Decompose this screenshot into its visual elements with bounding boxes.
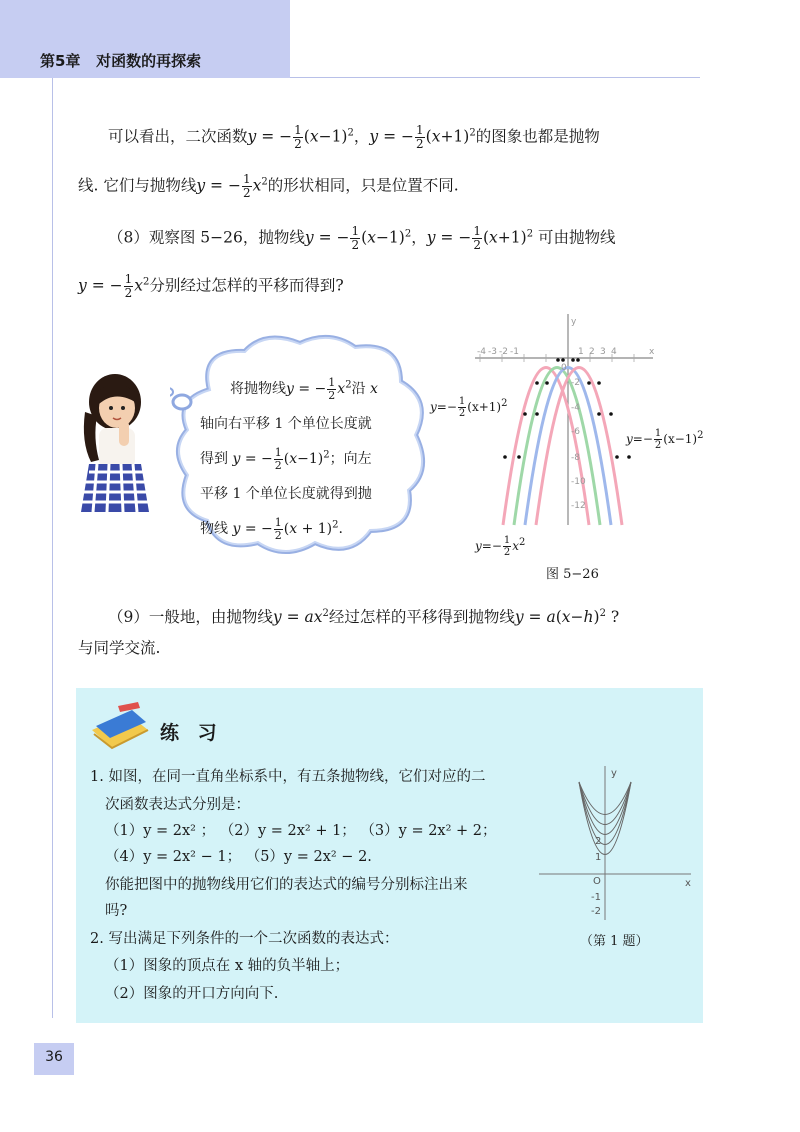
- question-9-line-2: 与同学交流.: [78, 639, 161, 657]
- exercise-2-line-2: （1）图象的顶点在 x 轴的负半轴上；: [105, 958, 350, 974]
- y-tick-label: -6: [571, 427, 580, 437]
- fraction-half: $\frac{1}{2}$: [503, 535, 511, 558]
- cloud-text: 得到: [200, 451, 228, 467]
- figure-5-26-graph: [465, 310, 665, 535]
- fraction-half: $\frac{1}{2}$: [654, 428, 662, 451]
- exercise-1-line-6: 吗?: [105, 903, 128, 919]
- exercise-1-graph: [535, 762, 695, 922]
- header-divider: [290, 77, 700, 78]
- label-y-shift-right: y=− $\frac{1}{2}$ $(x-1)^2$: [626, 428, 704, 451]
- label-expr: (x−1): [663, 432, 698, 446]
- cloud-explanation: [200, 372, 415, 547]
- page-number: 36: [45, 1049, 63, 1065]
- cloud-text: ；向左: [329, 451, 372, 467]
- cloud-text: 物线: [200, 521, 228, 537]
- pencil-notebook-icon: [88, 700, 153, 752]
- fraction-half: $\frac{1}{2}$: [274, 445, 282, 472]
- intro-line-2: 线. 它们与抛物线y = − $\frac{1}{2}$ $x^2$的形状相同，只是位置不同.: [78, 172, 459, 200]
- y-tick-label: -12: [571, 501, 586, 511]
- cloud-line-2: 轴向右平移 1 个单位长度就: [200, 416, 372, 432]
- y-axis-label: y: [571, 317, 577, 327]
- x-tick-label: 2: [589, 347, 595, 357]
- fraction-half: $\frac{1}{2}$: [242, 172, 251, 200]
- y-tick-label: -2: [571, 378, 580, 388]
- cloud-text: 将抛物线: [230, 381, 286, 397]
- intro-text: 的图象也都是抛物: [475, 127, 600, 146]
- intro-text: 线. 它们与抛物线: [78, 176, 197, 195]
- question-text: ?: [610, 608, 620, 626]
- fraction-half: $\frac{1}{2}$: [328, 375, 336, 402]
- y-axis-label: y: [611, 768, 617, 779]
- exercise-1-line-1: 1. 如图，在同一直角坐标系中，有五条抛物线，它们对应的二: [90, 769, 486, 785]
- origin-label: O: [593, 876, 601, 887]
- y-tick-label: -10: [571, 477, 586, 487]
- x-tick-label: -3: [488, 347, 497, 357]
- question-9-line-1: （9）一般地，由抛物线$y = ax^2$经过怎样的平移得到抛物线$y = a(x-h)^2$ ?: [108, 607, 620, 626]
- intro-text: 可以看出，二次函数: [108, 127, 248, 146]
- exercise-2-line-3: （2）图象的开口方向向下.: [105, 986, 279, 1002]
- chapter-title: 对函数的再探索: [96, 52, 202, 70]
- cloud-text: .: [338, 521, 343, 537]
- y-tick-label: -1: [591, 892, 601, 903]
- y-tick-label: 1: [595, 852, 602, 863]
- question-text: 经过怎样的平移得到抛物线: [328, 608, 515, 626]
- question-text: （9）一般地，由抛物线: [108, 608, 273, 626]
- cloud-text: x: [370, 381, 378, 397]
- x-axis-label: x: [649, 347, 655, 357]
- fraction-half: $\frac{1}{2}$: [274, 515, 282, 542]
- fraction-half: $\frac{1}{2}$: [415, 123, 424, 151]
- exercise-1-line-5: 你能把图中的抛物线用它们的表达式的编号分别标注出来: [105, 877, 468, 893]
- cloud-text: 沿: [351, 381, 366, 397]
- margin-divider: [52, 78, 53, 1018]
- exercise-1-line-4: （4）y = 2x² − 1； （5）y = 2x² − 2.: [105, 849, 372, 865]
- figure-caption: 图 5−26: [546, 567, 599, 582]
- y-tick-label: -4: [571, 403, 580, 413]
- question-8-line-1: （8）观察图 5−26，抛物线y = − $\frac{1}{2}$ $(x-1)^2$，y = − $\frac{1}{2}$ $(x+1)^2$ 可由抛物线: [108, 224, 616, 252]
- question-text: 可由抛物线: [538, 228, 616, 247]
- fraction-half: $\frac{1}{2}$: [351, 224, 360, 252]
- fraction-half: $\frac{1}{2}$: [124, 272, 133, 300]
- cloud-line-1: 将抛物线y = − $\frac{1}{2}$ $x^2$沿 x: [230, 375, 378, 402]
- y-tick-label: 2: [595, 836, 602, 847]
- x-tick-label: -2: [499, 347, 508, 357]
- cloud-line-5: 物线 y = − $\frac{1}{2}$ $(x + 1)^2$.: [200, 515, 343, 542]
- label-expr: (x+1): [467, 400, 502, 414]
- x-tick-label: 0: [561, 363, 567, 373]
- intro-line-1: 可以看出，二次函数y = − $\frac{1}{2}$ $(x-1)^2$，y = − $\frac{1}{2}$ $(x+1)^2$的图象也都是抛物: [108, 123, 600, 151]
- cloud-line-3: 得到 y = − $\frac{1}{2}$ $(x-1)^2$；向左: [200, 445, 372, 472]
- chapter-number: 第5章: [40, 52, 81, 70]
- x-tick-label: -4: [477, 347, 486, 357]
- x-tick-label: 4: [611, 347, 617, 357]
- thinking-girl-illustration: [75, 372, 155, 517]
- exercise-graph-caption: （第 1 题）: [580, 934, 649, 949]
- x-tick-label: 3: [600, 347, 606, 357]
- exercise-1-line-3: （1）y = 2x² ； （2）y = 2x² + 1； （3）y = 2x² + 2；: [105, 823, 497, 839]
- label-y-shift-left: y=− $\frac{1}{2}$ $(x+1)^2$: [430, 396, 508, 419]
- chapter-header-title: [40, 50, 201, 71]
- fraction-half: $\frac{1}{2}$: [473, 224, 481, 252]
- question-text: 分别经过怎样的平移而得到?: [149, 276, 344, 295]
- question-text: （8）观察图 5−26，抛物线: [108, 228, 305, 247]
- x-tick-label: -1: [510, 347, 519, 357]
- label-expr: x: [512, 539, 520, 553]
- y-tick-label: -2: [591, 906, 601, 917]
- question-8-line-2: y = − $\frac{1}{2}$ $x^2$分别经过怎样的平移而得到?: [78, 272, 344, 300]
- label-y-base: y=− $\frac{1}{2}$ $x^2$: [475, 535, 526, 558]
- intro-text: 的形状相同，只是位置不同.: [267, 176, 459, 195]
- exercise-1-line-2: 次函数表达式分别是：: [105, 797, 250, 813]
- y-tick-label: -8: [571, 453, 580, 463]
- x-tick-label: 1: [578, 347, 584, 357]
- exercise-2-line-1: 2. 写出满足下列条件的一个二次函数的表达式：: [90, 931, 399, 947]
- cloud-line-4: 平移 1 个单位长度就得到抛: [200, 486, 372, 502]
- fraction-half: $\frac{1}{2}$: [294, 123, 302, 151]
- exercise-title: 练 习: [160, 722, 223, 744]
- x-axis-label: x: [685, 878, 691, 889]
- fraction-half: $\frac{1}{2}$: [458, 396, 466, 419]
